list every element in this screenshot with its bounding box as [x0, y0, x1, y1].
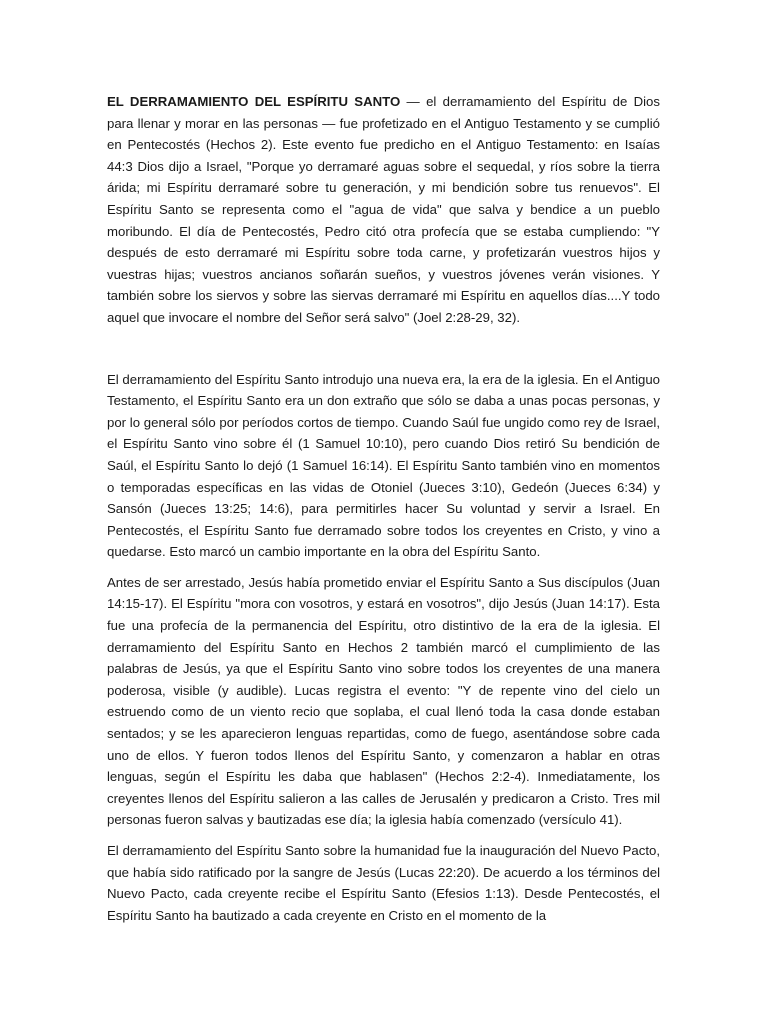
- document-page: [107, 91, 660, 935]
- paragraph-2: El derramamiento del Espíritu Santo introdujo una nueva era, la era de la iglesia. En el Antiguo Testamento, el Espíritu Santo era un don extraño que sólo se daba a unas pocas personas, y por lo general sólo por períodos cortos de tiempo. Cuando Saúl fue ungido como rey de Israel, el Espíritu Santo vino sobre él (1 Samuel 10:10), pero cuando Dios retiró Su bendición de Saúl, el Espíritu Santo lo dejó (1 Samuel 16:14). El Espíritu Santo también vino en momentos o temporadas específicas en las vidas de Otoniel (Jueces 3:10), Gedeón (Jueces 6:34) y Sansón (Jueces 13:25; 14:6), para permitirles hacer Su voluntad y servir a Israel. En Pentecostés, el Espíritu Santo fue derramado sobre todos los creyentes en Cristo, y vino a quedarse. Esto marcó un cambio importante en la obra del Espíritu Santo.: [107, 371, 660, 560]
- paragraph-1: [107, 91, 660, 329]
- document-heading: EL DERRAMAMIENTO DEL ESPÍRITU SANTO: [107, 94, 401, 109]
- paragraph-spacer: [107, 329, 660, 369]
- paragraph-3: Antes de ser arrestado, Jesús había prometido enviar el Espíritu Santo a Sus discípulos (Juan 14:15-17). El Espíritu "mora con vosotros, y estará en vosotros", dijo Jesús (Juan 14:17). Esta fue una profecía de la permanencia del Espíritu, otro distintivo de la era de la iglesia. El derramamiento del Espíritu Santo en Hechos 2 también marcó el cumplimiento de las palabras de Jesús, ya que el Espíritu Santo vino sobre todos los creyentes de una manera poderosa, visible (y audible). Lucas registra el evento: "Y de repente vino del cielo un estruendo como de un viento recio que soplaba, el cual llenó toda la casa donde estaban sentados; y se les aparecieron lenguas repartidas, como de fuego, asentándose sobre cada uno de ellos. Y fueron todos llenos del Espíritu Santo, y comenzaron a hablar en otras lenguas, según el Espíritu les daba que hablasen" (Hechos 2:2-4). Inmediatamente, los creyentes llenos del Espíritu salieron a las calles de Jerusalén y predicaron a Cristo. Tres mil personas fueron salvas y bautizadas ese día; la iglesia había comenzado (versículo 41).: [107, 574, 660, 828]
- paragraph-4: El derramamiento del Espíritu Santo sobre la humanidad fue la inauguración del Nuevo Pacto, que había sido ratificado por la sangre de Jesús (Lucas 22:20). De acuerdo a los términos del Nuevo Pacto, cada creyente recibe el Espíritu Santo (Efesios 1:13). Desde Pentecostés, el Espíritu Santo ha bautizado a cada creyente en Cristo en el momento de la: [107, 843, 660, 923]
- paragraph-1-text: — el derramamiento del Espíritu de Dios para llenar y morar en las personas — fue profetizado en el Antiguo Testamento y se cumplió en Pentecostés (Hechos 2). Este evento fue predicho en el Antiguo Testamento: en Isaías 44:3 Dios dijo a Israel, "Porque yo derramaré aguas sobre el sequedal, y ríos sobre la tierra árida; mi Espíritu derramaré sobre tu generación, y mi bendición sobre tus renuevos". El Espíritu Santo se representa como el "agua de vida" que salva y bendice a un pueblo moribundo. El día de Pentecostés, Pedro citó otra profecía que se estaba cumpliendo: "Y después de esto derramaré mi Espíritu sobre toda carne, y profetizarán vuestros hijos y vuestras hijas; vuestros ancianos soñarán sueños, y vuestros jóvenes verán visiones. Y también sobre los siervos y sobre las siervas derramaré mi Espíritu en aquellos días....Y todo aquel que invocare el nombre del Señor será salvo" (Joel 2:28-29, 32).: [107, 94, 660, 325]
